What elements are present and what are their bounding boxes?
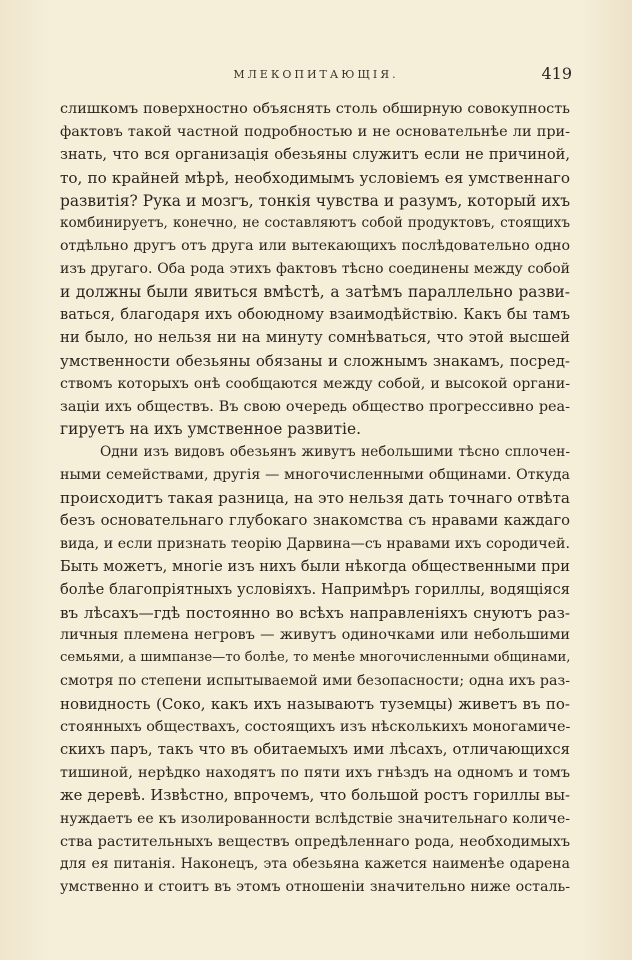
text-line: тишиной, нерѣдко находятъ по пяти ихъ гнѣздъ на одномъ и томъ [60,764,570,781]
text-line: новидность (Соко, какъ ихъ называютъ туземцы) живетъ въ по- [60,695,570,714]
text-line: ства растительныхъ веществъ опредѣленнаго рода, необходимыхъ [60,833,570,850]
text-line: стоянныхъ обществахъ, состоящихъ изъ нѣсколькихъ моногамиче- [60,719,570,736]
text-line: семьями, а шимпанзе—то болѣе, то менѣе многочисленными общинами, [60,650,570,666]
running-head: МЛЕКОПИТАЮЩІЯ. [233,68,399,81]
text-line: происходитъ такая разница, на это нельзя дать точнаго отвѣта [60,489,570,508]
text-line: болѣе благопріятныхъ условіяхъ. Напримѣръ гориллы, водящіяся [60,580,570,598]
text-line: изъ другаго. Оба рода этихъ фактовъ тѣсно соединены между собой [60,261,570,278]
text-line: слишкомъ поверхностно объяснять столь обширную совокупность [60,101,570,117]
text-line: комбинируетъ, конечно, не составляютъ собой продуктовъ, стоящихъ [60,215,570,232]
page-header [60,64,572,86]
text-line: личныя племена негровъ — живутъ одиночками или небольшими [60,627,570,644]
body-text [60,98,570,899]
text-line: Быть можетъ, многіе изъ нихъ были нѣкогда общественными при [60,557,570,575]
text-line: Одни изъ видовъ обезьянъ живутъ небольшими тѣсно сплочен- [100,444,570,461]
text-line: безъ основательнаго глубокаго знакомства съ нравами каждаго [60,512,570,530]
text-line: ствомъ которыхъ онѣ сообщаются между собой, и высокой органи- [60,375,570,392]
text-line: умственно и стоитъ въ этомъ отношеніи значительно ниже осталь- [60,879,570,896]
text-line: для ея питанія. Наконецъ, эта обезьяна кажется наименѣе одарена [60,856,570,873]
text-line: фактовъ такой частной подробностью и не основательнѣе ли при- [60,123,570,140]
text-line: ваться, благодаря ихъ обоюдному взаимодѣйствію. Какъ бы тамъ [60,306,570,324]
text-line: гируетъ на ихъ умственное развитіе. [60,420,361,439]
text-line: вида, и если признать теорію Дарвина—съ нравами ихъ сородичей. [60,535,570,552]
text-line: ни было, но нельзя ни на минуту сомнѣваться, что этой высшей [60,328,570,346]
text-line: же деревѣ. Извѣстно, впрочемъ, что большой ростъ гориллы вы- [60,786,570,804]
text-line: въ лѣсахъ—гдѣ постоянно во всѣхъ направленіяхъ снуютъ раз- [60,603,570,622]
text-line: отдѣльно другъ отъ друга или вытекающихъ послѣдовательно одно [60,238,570,255]
text-line: развитія? Рука и мозгъ, тонкія чувства и разумъ, который ихъ [60,191,570,210]
text-line: и должны были явиться вмѣстѣ, а затѣмъ параллельно разви- [60,283,570,302]
text-line: заціи ихъ обществъ. Въ свою очередь общество прогрессивно реа- [60,398,570,415]
text-line: нуждаетъ ее къ изолированности вслѣдствіе значительнаго количе- [60,810,570,827]
text-line: знать, что вся организація обезьяны служитъ если не причиной, [60,145,570,163]
text-line: ными семействами, другія — многочисленными общинами. Откуда [60,467,570,484]
text-line: умственности обезьяны обязаны и сложнымъ знакамъ, посред- [60,351,570,370]
text-line: скихъ паръ, такъ что въ обитаемыхъ ими лѣсахъ, отличающихся [60,740,570,758]
text-line: то, по крайней мѣрѣ, необходимымъ условіемъ ея умственнаго [60,168,570,187]
page-number: 419 [541,64,572,83]
text-line: смотря по степени испытываемой ими безопасности; одна ихъ раз- [60,673,570,690]
